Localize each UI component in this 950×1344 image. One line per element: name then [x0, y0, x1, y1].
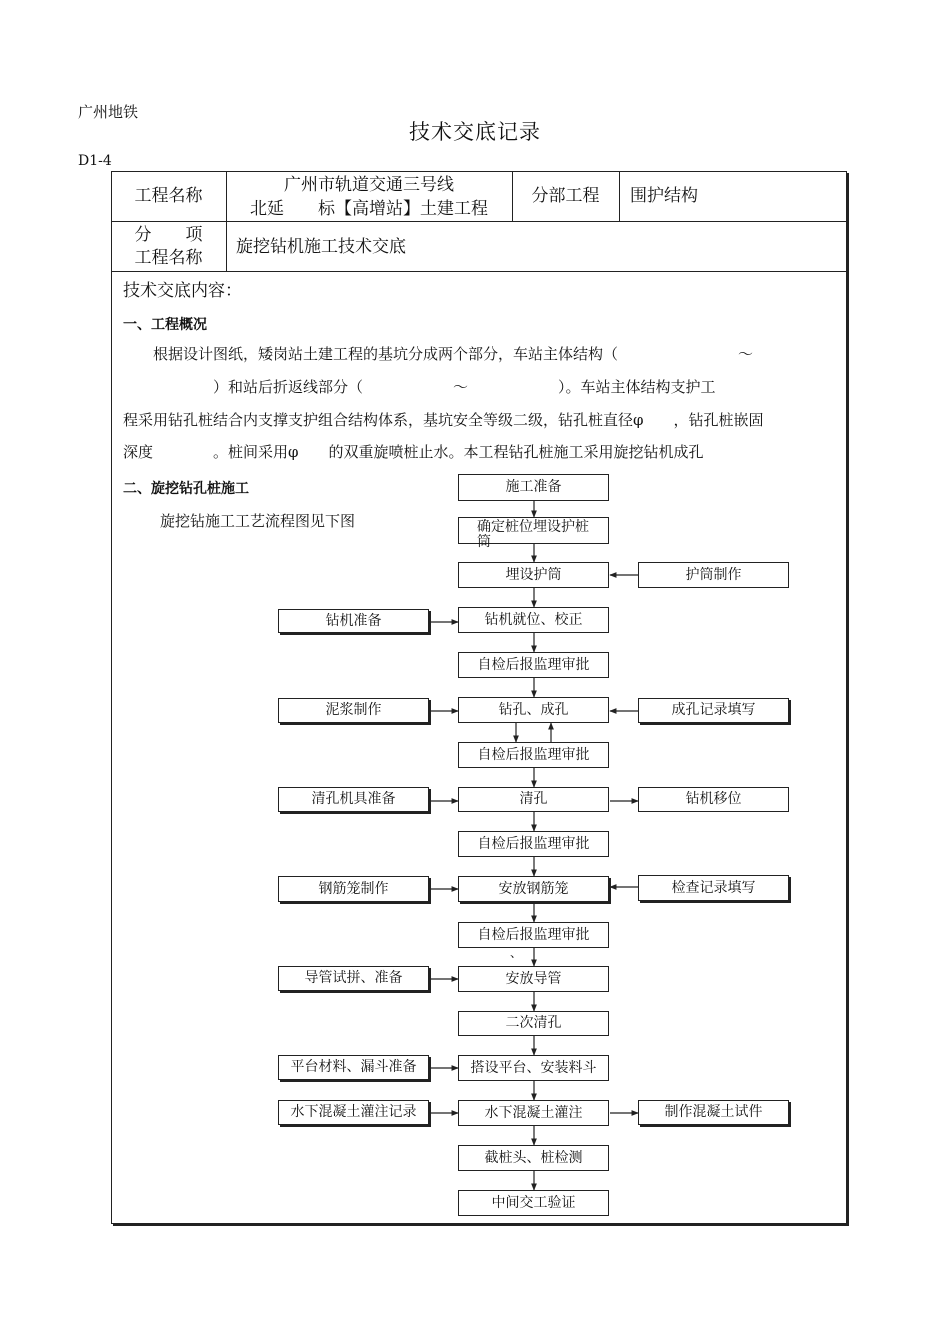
flow-left-mud: 泥浆制作: [278, 698, 429, 723]
flow-step-hole-cleaning: 清孔: [458, 787, 609, 812]
flow-step-pile-head-test: 截桩头、桩检测: [458, 1145, 609, 1171]
section-2-title: 二、旋挖钻孔桩施工: [123, 481, 249, 497]
document-code: D1-4: [78, 153, 112, 169]
section-2-description: 旋挖钻施工工艺流程图见下图: [160, 512, 356, 530]
flow-step-pile-position: 确定桩位埋设护桩筒: [458, 517, 609, 544]
subitem-label-line2: 工程名称: [134, 248, 203, 268]
flow-step-self-check-2: 自检后报监理审批: [458, 742, 609, 768]
subitem-value: 旋挖钻机施工技术交底: [236, 237, 406, 257]
organization-label: 广州地铁: [78, 103, 139, 121]
flow-step-construction-prep: 施工准备: [458, 474, 609, 501]
overview-line-3: 程采用钻孔桩结合内支撑支护组合结构体系，基坑安全等级二级，钻孔桩直径φ ，钻孔桩嵌固: [123, 411, 764, 429]
flow-right-check-record: 检查记录填写: [638, 875, 789, 901]
flow-step-self-check-4: 自检后报监理审批: [458, 922, 609, 948]
flow-step-bury-casing: 埋设护筒: [458, 562, 609, 588]
flow-left-concrete-record: 水下混凝土灌注记录: [278, 1100, 429, 1125]
flow-step-second-cleaning: 二次清孔: [458, 1011, 609, 1036]
flow-step-acceptance: 中间交工验证: [458, 1190, 609, 1216]
flow-left-clean-tools: 清孔机具准备: [278, 787, 429, 812]
flow-left-pipe-test: 导管试拼、准备: [278, 966, 429, 991]
stray-mark: 、: [510, 946, 523, 960]
flow-step-drilling: 钻孔、成孔: [458, 697, 609, 723]
flow-step-underwater-pour: 水下混凝土灌注: [458, 1100, 609, 1126]
project-name-value-line1: 广州市轨道交通三号线: [284, 175, 454, 195]
flow-step-rig-positioning: 钻机就位、校正: [458, 607, 609, 633]
division-label: 分部工程: [531, 186, 600, 206]
overview-line-4: 深度 。桩间采用φ 的双重旋喷桩止水。本工程钻孔桩施工采用旋挖钻机成孔: [123, 443, 704, 461]
project-name-value-line2: 北延 标【高增站】土建工程: [250, 199, 488, 219]
document-title: 技术交底记录: [409, 120, 541, 144]
flow-left-rig-prep: 钻机准备: [278, 609, 429, 633]
content-label: 技术交底内容：: [123, 281, 242, 301]
flow-left-platform-materials: 平台材料、漏斗准备: [278, 1055, 429, 1080]
flow-step-self-check-1: 自检后报监理审批: [458, 652, 609, 678]
flow-right-specimen: 制作混凝土试件: [638, 1100, 789, 1125]
overview-line-1: 根据设计图纸，矮岗站土建工程的基坑分成两个部分，车站主体结构（ ～: [123, 345, 754, 363]
flow-left-cage-make: 钢筋笼制作: [278, 876, 429, 902]
flow-step-place-cage: 安放钢筋笼: [458, 876, 609, 902]
overview-line-2: ）和站后折返线部分（ ～ ）。车站主体结构支护工: [123, 378, 716, 396]
flow-right-casing-make: 护筒制作: [638, 562, 789, 588]
subitem-label-line1: 分 项: [134, 225, 203, 245]
flow-step-self-check-3: 自检后报监理审批: [458, 831, 609, 857]
project-name-label: 工程名称: [134, 186, 203, 206]
flow-right-rig-move: 钻机移位: [638, 787, 789, 812]
flow-step-place-pipe: 安放导管: [458, 966, 609, 992]
flow-step-platform-hopper: 搭设平台、安装料斗: [458, 1055, 609, 1081]
section-1-title: 一、工程概况: [123, 317, 207, 333]
flow-right-hole-record: 成孔记录填写: [638, 698, 789, 723]
division-value: 围护结构: [630, 186, 698, 206]
